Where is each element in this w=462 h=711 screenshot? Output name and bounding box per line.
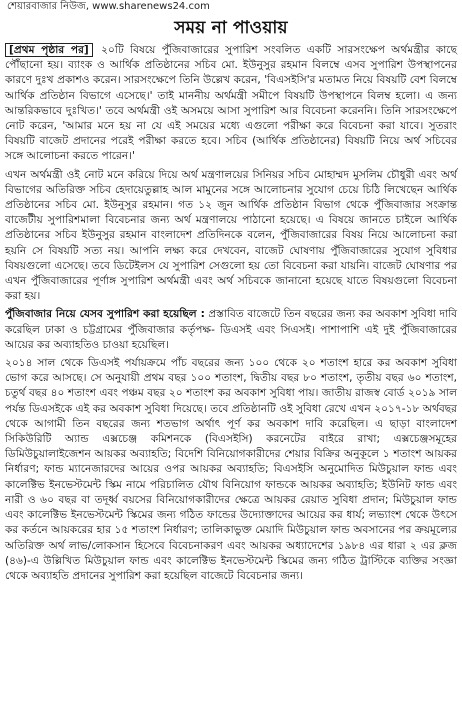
source-line: শেয়ারবাজার নিউজ, www.sharenews24.com <box>7 1 210 12</box>
article-title: সময় না পাওয়ায় <box>174 18 288 38</box>
paragraph-1-text: ২০টি বিষয়ে পুঁজিবাজারের সুপারিশ সংবলিত একটি সারসংক্ষেপ অর্থমন্ত্রীর কাছে পৌঁছানো হয়। ব্যাংক ও আর্থিক প্রতিষ্ঠানের সচিব মো. ইউনুসুর রহমান বিলম্বে এসব সুপারিশ উপস্থাপনের কারণে দুঃখ প্রকাশও করেন। সারসংক্ষেপে তিনি উল্লেখ করেন, 'বিএসইসি'র মতামত নিয়ে বিষয়টি বেশ বিলম্বে আর্থিক প্রতিষ্ঠান বিভাগে এসেছে।' তাই মাননীয় অর্থমন্ত্রী সমীপে বিষয়টি উপস্থাপনে বিলম্ব হলো। এ জন্য আন্তরিকভাবে দুঃখিত।' তবে অর্থমন্ত্রী ওই অসময়ে আসা সুপারিশ আর বিবেচনা করেননি। তিনি সারসংক্ষেপে নোট করেন, 'আমার মনে হয় না যে এই সময়ের মধ্যে এগুলো পরীক্ষা করে বিবেচনা করা যাবে। সুতরাং বিষয়টি বাজেট প্রদানের পরেই পরীক্ষা করতে হবে। সচিব (আর্থিক প্রতিষ্ঠানের) বিষয়টি নিয়ে অর্থ সচিবের সঙ্গে আলোচনা করতে পারেন।' <box>5 44 457 163</box>
article-body <box>5 43 457 584</box>
article-paragraph-2: এখন অর্থমন্ত্রী ওই নোট মনে করিয়ে দিয়ে অর্থ মন্ত্রণালয়ের সিনিয়র সচিব মোহাম্মদ মুসলিম চৌধুরী এবং অর্থ বিভাগের অতিরিক্ত সচিব হেদায়েতুল্লাহ আল মামুনের সঙ্গে আলোচনার সুযোগ চেয়ে চিঠি লিখেছেন আর্থিক প্রতিষ্ঠানের সচিব মো. ইউনুসুর রহমান। গত ১২ জুন আর্থিক প্রতিষ্ঠান বিভাগ থেকে পুঁজিবাজার সংক্রান্ত বাজেটীয় সুপারিশমালা বিবেচনার জন্য অর্থ মন্ত্রণালয়ে পাঠানো হয়েছে। এ বিষয়ে জানতে চাইলে আর্থিক প্রতিষ্ঠানের সচিব ইউনুসুর রহমান বাংলাদেশ প্রতিদিনকে বলেন, পুঁজিবাজারের বিষয় নিয়ে আলোচনা করা হয়নি সে বিষয়টি সত্য নয়। আপনি লক্ষ্য করে দেখবেন, বাজেট ঘোষণায় পুঁজিবাজারের সুযোগ সুবিধার বিষয়গুলো এসেছে। তবে ডিটেইলস যে সুপারিশ সেগুলো হয় তো বিবেচনা করা যায়নি। বাজেট ঘোষণার পর এখন পুঁজিবাজারের পূর্ণাঙ্গ সুপারিশ অর্থমন্ত্রী এবং অর্থ সচিবকে জানানো হয়েছে যাতে বিষয়গুলো বিবেচনা করা হয়। <box>5 168 457 303</box>
continued-tag: [প্রথম পৃষ্ঠার পর] <box>5 43 93 57</box>
paragraph-3-text: প্রস্তাবিত বাজেটে তিন বছরের জন্য কর অবকাশ সুবিধা দাবি করেছিল ঢাকা ও চট্টগ্রামের পুঁজিবাজার কর্তৃপক্ষ- ডিএসই এবং সিএসই। পাশাপাশি এই দুই পুঁজিবাজারের আয়ের কর অব্যাহতিও চাওয়া হয়েছিল। <box>5 308 458 351</box>
subheading: পুঁজিবাজার নিয়ে যেসব সুপারিশ করা হয়েছিল : <box>5 308 205 321</box>
article-paragraph-3 <box>5 307 457 353</box>
article-paragraph-4: ২০১৪ সাল থেকে ডিএসই পর্যায়ক্রমে পাঁচ বছরের জন্য ১০০ থেকে ২০ শতাংশ হারে কর অবকাশ সুবিধা ভোগ করে আসছে। সে অনুযায়ী প্রথম বছর ১০০ শতাংশ, দ্বিতীয় বছর ৮০ শতাংশ, তৃতীয় বছর ৬০ শতাংশ, চতুর্থ বছর ৪০ শতাংশ এবং পঞ্চম বছর ২০ শতাংশ কর অবকাশ সুবিধা পায়। জাতীয় রাজস্ব বোর্ড ২০১৯ সাল পর্যন্ত ডিএসইকে এই কর অবকাশ সুবিধা দিয়েছে। তবে প্রতিষ্ঠানটি ওই সুবিধা রেখে এখন ২০১৭-১৮ অর্থবছর থেকে আগামী তিন বছরের জন্য শতভাগ অর্থাৎ পূর্ণ কর অবকাশ দাবি করেছিল। এ ছাড়া বাংলাদেশ সিকিউরিটি অ্যান্ড এক্সচেঞ্জ কমিশনকে (বিএসইসি) করনেটের বাইরে রাখা; এক্সচেঞ্জসমূহের ডিমিউচুয়ালাইজেশন আয়কর অব্যাহতি; বিদেশি বিনিয়োগকারীদের শেয়ার বিক্রির অনুকূলে ১ শতাংশ আয়কর নির্ধারণ; ফান্ড ম্যানেজারদের আয়ের ওপর আয়কর অব্যাহতি; বিএসইসি অনুমোদিত মিউচুয়াল ফান্ড এবং কালেক্টিভ ইনভেস্টমেন্ট স্কিম নামে পরিচালিত যৌথ বিনিয়োগ ফান্ডকে আয়কর অব্যাহতি; ইউনিট ফান্ড এবং নারী ও ৬০ বছর বা তদূর্ধ্ব বয়সের বিনিয়োগকারীদের ক্ষেত্রে আয়কর রেয়াত সুবিধা প্রদান; মিউচুয়াল ফান্ড এবং কালেক্টিভ ইনভেস্টমেন্ট স্কিমের জন্য গঠিত ফান্ডের উদ্যোক্তাদের আয়ের কর ধার্য; লভ্যাংশ থেকে উৎসে কর কর্তনে আয়করের হার ১৫ শতাংশ নির্ধারণ; তালিকাভুক্ত মেয়াদি মিউচুয়াল ফান্ড অবসানের পর ক্রয়মূল্যের অতিরিক্ত অর্থ লাভ/লোকসান হিসেবে বিবেচনাকরণ এবং আয়কর অধ্যাদেশের ১৯৮৪ এর ধারা ২ এর ক্লজ (৪৬)-এ উল্লিখিত মিউচুয়াল ফান্ড এবং কালেক্টিভ ইনভেস্টমেন্ট স্কিমের জন্য গঠিত ট্রাস্টিকে ব্যক্তির সংজ্ঞা থেকে অব্যাহতি প্রদানের সুপারিশ করা হয়েছিল বাজেটে বিবেচনার জন্য। <box>5 357 457 582</box>
article-paragraph-1 <box>5 43 457 165</box>
